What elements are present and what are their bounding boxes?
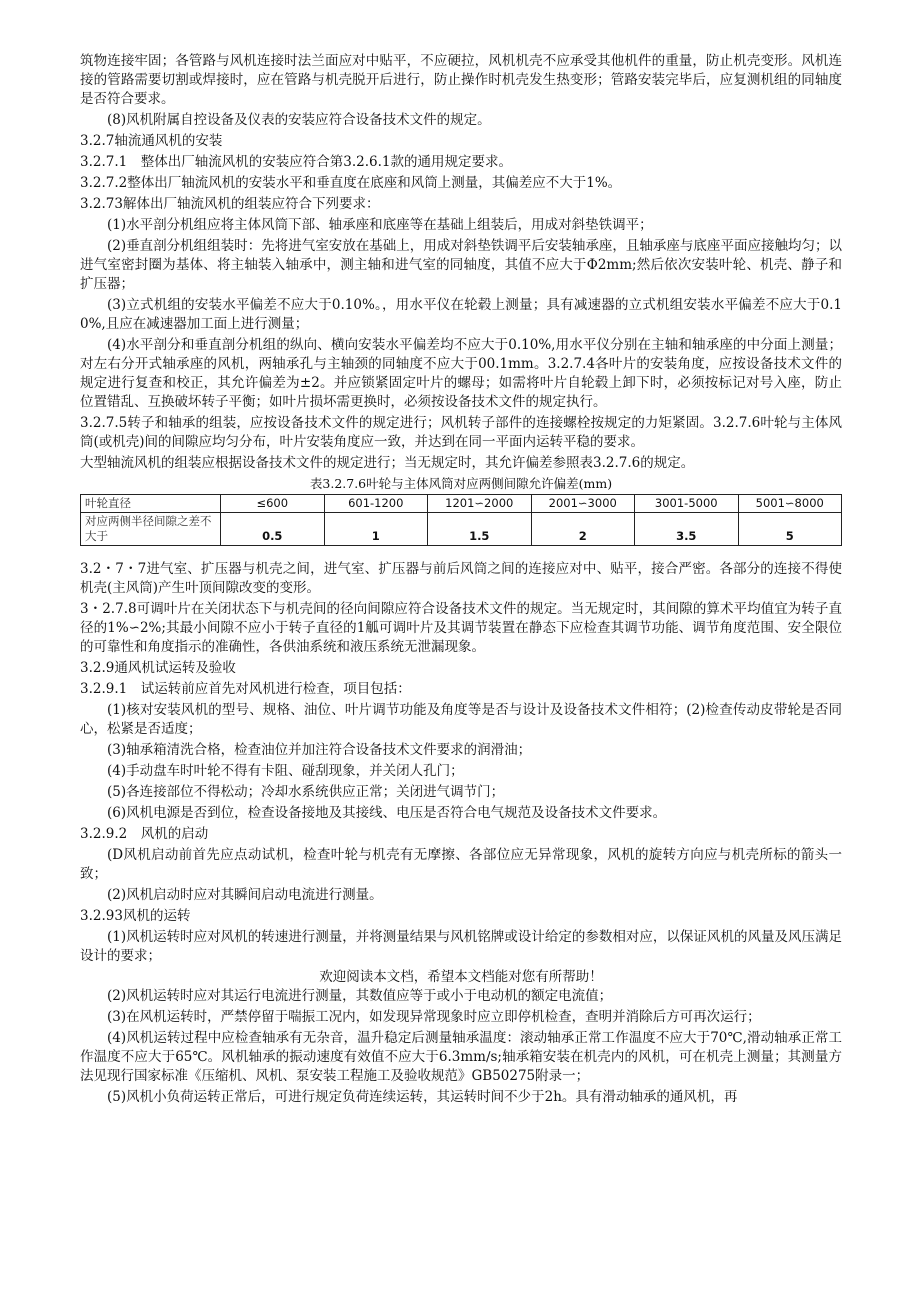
table-cell: 1	[324, 513, 428, 546]
paragraph: 3.2.9通风机试运转及验收	[80, 660, 236, 676]
paragraph: 3・2.7.8可调叶片在关闭状态下与机壳间的径向间隙应符合设备技术文件的规定。当无规定时，其间隙的算术平均值宜为转子直径的1%∽2%;其最小间隙不应小于转子直径的1觚可调叶片及其调节装置在静态下应检查其调节功能、调节角度范围、安全限位的可靠性和角度指示的准确性，各供油系统和液压系统无泄漏现象。	[80, 601, 842, 655]
table-column-header: 2001∽3000	[531, 495, 635, 513]
paragraph: (2)垂直剖分机组组装时：先将进气室安放在基础上，用成对斜垫铁调平后安装轴承座，且轴承座与底座平面应接触均匀；以进气室密封圈为基体、将主轴装入轴承中，测主轴和进气室的同轴度，其值不应大于Φ2mm;然后依次安装叶轮、机壳、静子和扩压器；	[80, 238, 842, 292]
paragraph: 3.2.9.1 试运转前应首先对风机进行检查，项目包括：	[80, 681, 411, 697]
table-column-header: 5001∽8000	[738, 495, 842, 513]
paragraph: (5)各连接部位不得松动；冷却水系统供应正常；关闭进气调节门；	[107, 784, 505, 800]
paragraph: (1)风机运转时应对风机的转速进行测量，并将测量结果与风机铭牌或设计给定的参数相对应，以保证风机的风量及风压满足设计的要求；	[80, 929, 842, 964]
table-header-label: 叶轮直径	[81, 495, 221, 513]
paragraph: (3)在风机运转时，严禁停留于喘振工况内，如发现异常现象时应立即停机检查，查明并消除后方可再次运行；	[107, 1009, 761, 1025]
table-caption: 表3.2.7.6叶轮与主体风筒对应两侧间隙允许偏差(mm)	[309, 476, 613, 491]
paragraph: 3.2.93风机的运转	[80, 908, 191, 924]
paragraph: (4)风机运转过程中应检查轴承有无杂音，温升稳定后测量轴承温度：滚动轴承正常工作温度不应大于70℃,滑动轴承正常工作温度不应大于65℃。风机轴承的振动速度有效值不应大于6.3mm∕s;轴承箱安装在机壳内的风机，可在机壳上测量；其测量方法见现行国家标准《压缩机、风机、泵安装工程施工及验收规范》GB50275附录一；	[80, 1030, 842, 1084]
paragraph: (4)手动盘车时叶轮不得有卡阻、碰刮现象，并关闭人孔门；	[107, 763, 464, 779]
section-top	[80, 52, 842, 473]
table-cell: 3.5	[635, 513, 739, 546]
document-page	[80, 52, 842, 1109]
paragraph: (1)水平剖分机组应将主体风筒下部、轴承座和底座等在基础上组装后，用成对斜垫铁调平；	[107, 217, 653, 233]
table-header-row	[81, 495, 842, 513]
table-cell: 1.5	[428, 513, 532, 546]
table-row-label: 对应两侧半径间隙之差不大于	[81, 513, 221, 546]
table-column-header: 1201∽2000	[428, 495, 532, 513]
paragraph: (3)立式机组的安装水平偏差不应大于0.10%。，用水平仪在轮毂上测量；具有减速器的立式机组安装水平偏差不应大于0.10%,且应在减速器加工面上进行测量；	[80, 297, 842, 332]
paragraph: 3.2.7.1 整体出厂轴流风机的安装应符合第3.2.6.1款的通用规定要求。	[80, 154, 512, 170]
table-column-header: 3001-5000	[635, 495, 739, 513]
paragraph: 3.2.73解体出厂轴流风机的组装应符合下列要求：	[80, 196, 380, 212]
paragraph: (2)风机启动时应对其瞬间启动电流进行测量。	[107, 887, 383, 903]
table-column-header: 601-1200	[324, 495, 428, 513]
paragraph: (D风机启动前首先应点动试机，检查叶轮与机壳有无摩擦、各部位应无异常现象，风机的旋转方向应与机壳所标的箭头一致；	[80, 847, 842, 882]
paragraph: 3.2.9.2 风机的启动	[80, 826, 209, 842]
paragraph: 3.2.7.2整体出厂轴流风机的安装水平和垂直度在底座和风筒上测量，其偏差应不大于1%。	[80, 175, 622, 191]
paragraph: (2)风机运转时应对其运行电流进行测量，其数值应等于或小于电动机的额定电流值；	[107, 988, 613, 1004]
paragraph: 3.2・7・7进气室、扩压器与机壳之间，进气室、扩压器与前后风筒之间的连接应对中、贴平，接合严密。各部分的连接不得使机壳(主风筒)产生叶顶间隙改变的变形。	[80, 561, 842, 596]
clearance-table	[80, 494, 842, 546]
paragraph: (4)水平剖分和垂直剖分机组的纵向、横向安装水平偏差均不应大于0.10%,用水平仪分别在主轴和轴承座的中分面上测量；对左右分开式轴承座的风机，两轴承孔与主轴颈的同轴度不应大于00.1mm。3.2.7.4各叶片的安装角度，应按设备技术文件的规定进行复查和校正，其允许偏差为±2。并应锁紧固定叶片的螺母；如需将叶片自轮毂上卸下时，必须按标记对号入座，防止位置错乱、互换破坏转子平衡；如叶片损坏需更换时，必须按设备技术文件的规定执行。	[80, 337, 842, 410]
table-cell: 2	[531, 513, 635, 546]
table-row	[81, 513, 842, 546]
paragraph: 大型轴流风机的组装应根据设备技术文件的规定进行；当无规定时，其允许偏差参照表3.2.7.6的规定。	[80, 455, 695, 471]
section-bottom	[80, 560, 842, 966]
paragraph: (1)核对安装风机的型号、规格、油位、叶片调节功能及角度等是否与设计及设备技术文件相符；(2)检查传动皮带轮是否同心，松紧是否适度；	[80, 702, 842, 737]
paragraph: (8)风机附属自控设备及仪表的安装应符合设备技术文件的规定。	[107, 112, 491, 128]
paragraph: (5)风机小负荷运转正常后，可进行规定负荷连续运转，其运转时间不少于2h。具有滑动轴承的通风机，再	[107, 1089, 738, 1105]
paragraph: (6)风机电源是否到位，检查设备接地及其接线、电压是否符合电气规范及设备技术文件要求。	[107, 805, 667, 821]
table-cell: 0.5	[221, 513, 325, 546]
paragraph: 3.2.7轴流通风机的安装	[80, 133, 223, 149]
welcome-note: 欢迎阅读本文档，希望本文档能对您有所帮助！	[319, 969, 603, 985]
paragraph: 筑物连接牢固；各管路与风机连接时法兰面应对中贴平，不应硬拉，风机机壳不应承受其他机件的重量，防止机壳变形。风机连接的管路需要切割或焊接时，应在管路与机壳脱开后进行，防止操作时机壳发生热变形；管路安装完毕后，应复测机组的同轴度是否符合要求。	[80, 53, 842, 107]
paragraph: (3)轴承箱清洗合格，检查油位并加注符合设备技术文件要求的润滑油；	[107, 742, 532, 758]
table-column-header: ≤600	[221, 495, 325, 513]
section-end	[80, 987, 842, 1107]
paragraph: 3.2.7.5转子和轴承的组装，应按设备技术文件的规定进行；风机转子部件的连接螺栓按规定的力矩紧固。3.2.7.6叶轮与主体风筒(或机壳)间的间隙应均匀分布，叶片安装角度应一致，并达到在同一平面内运转平稳的要求。	[80, 415, 842, 450]
table-cell: 5	[738, 513, 842, 546]
